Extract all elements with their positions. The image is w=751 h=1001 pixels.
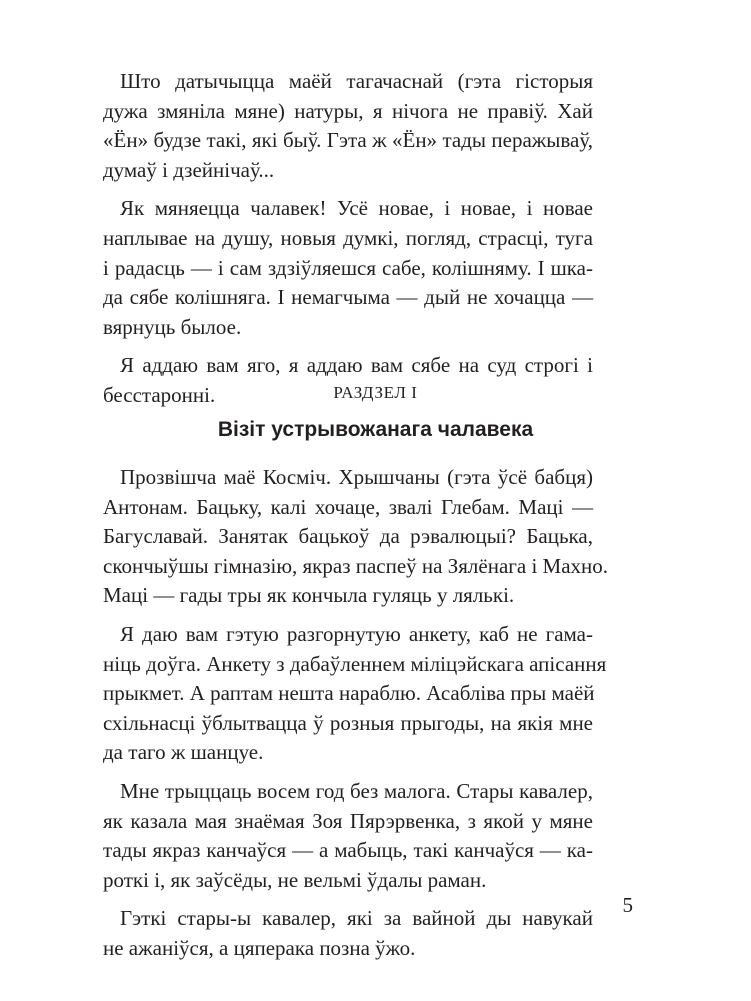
page-number: 5: [622, 893, 633, 917]
text-line: роткі і, як заўсёды, не вельмі ўдалы раман.: [103, 867, 487, 892]
text-line: не ажаніўся, а цяперака позна ўжо.: [103, 935, 416, 960]
section-label: РАЗДЗЕЛ I: [333, 383, 418, 402]
text-line: «Ён» будзе такі, які быў. Гэта ж «Ён» тады перажываў,: [103, 128, 593, 153]
text-line: думаў і дзейнічаў...: [103, 157, 275, 182]
intro-text: [103, 67, 593, 411]
chapter-text: [103, 463, 609, 964]
text-line: Што датычыцца маёй тагачаснай (гэта гісторыя: [120, 69, 593, 93]
text-line: і радасць — і сам здзіўляешся сабе, колішняму. І шка-: [103, 255, 593, 280]
text-line: скончыўшы гімназію, якраз паспеў на Зялёнага і Махно.: [103, 553, 609, 578]
text-line: Прозвішча маё Космiч. Хрышчаны (гэта ўсё бабця): [120, 465, 593, 489]
text-line: Мне трыццаць восем год без малога. Стары кавалер,: [120, 778, 593, 803]
chapter-title: Візіт устрывожанага чалавека: [217, 418, 534, 441]
text-line: Антонам. Бацьку, калі хочаце, звалі Глебам. Маці —: [103, 494, 593, 519]
text-line: Багуславай. Занятак бацькоў да рэвалюцыі? Бацька,: [103, 524, 593, 549]
text-line: тады якраз канчаўся — а мабыць, такі канчаўся — ка-: [103, 838, 593, 863]
text-line: як казала мая знаёмая Зоя Пярэрвенка, з якой у мяне: [103, 808, 593, 833]
text-line: вярнуць былое.: [103, 314, 242, 339]
text-line: прыкмет. А раптам нешта нараблю. Асабліва пры маёй: [103, 681, 595, 706]
text-line: да таго ж шанцуе.: [103, 740, 264, 765]
text-line: Маці — гады тры як кончыла гуляць у лялькі.: [103, 583, 515, 608]
text-line: да сябе колішняга. І немагчыма — дый не хочацца —: [103, 285, 593, 310]
text-line: дужа змяніла мяне) натуры, я нічога не правіў. Хай: [103, 98, 593, 123]
text-line: Я даю вам гэтую разгорнутую анкету, каб не гама-: [120, 621, 593, 646]
text-line: бесстаронні.: [103, 382, 216, 407]
text-line: схільнасці ўблытвацца ў розныя прыгоды, на якія мне: [103, 710, 593, 735]
text-line: ніць доўга. Анкету з дабаўленнем міліцэйскага апісання: [103, 651, 607, 676]
text-line: наплывае на душу, новыя думкі, погляд, страсці, туга: [103, 225, 593, 250]
text-line: Я аддаю вам яго, я аддаю вам сябе на суд строгі і: [120, 353, 593, 378]
text-line: Гэткі стары-ы кавалер, які за вайной ды навукай: [120, 906, 593, 931]
text-line: Як мяняецца чалавек! Усё новае, і новае, і новае: [120, 196, 593, 221]
